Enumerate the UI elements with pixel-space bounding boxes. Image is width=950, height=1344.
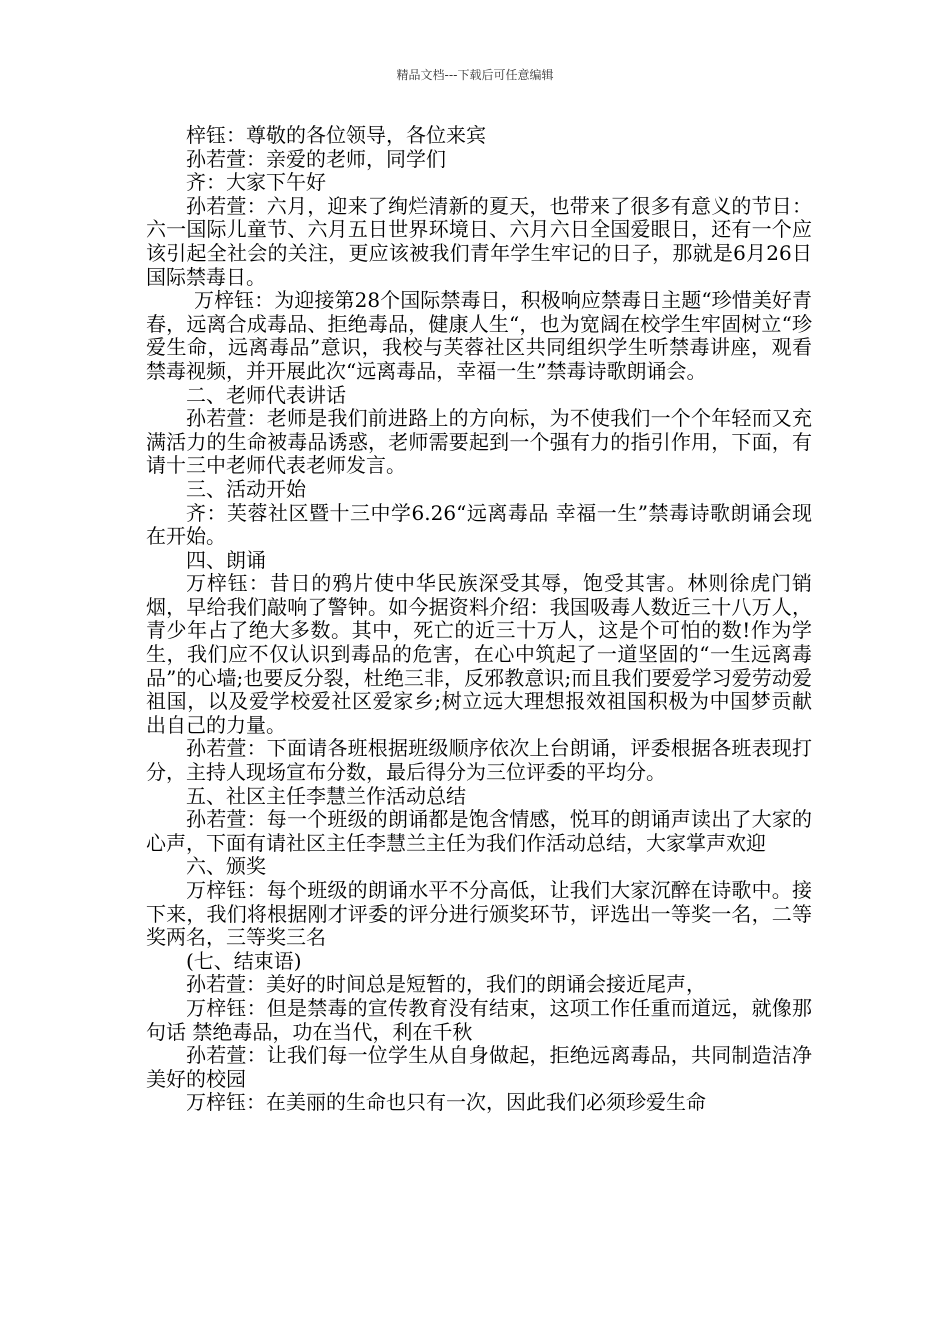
- paragraph-scoring: 孙若萱：下面请各班根据班级顺序依次上台朗诵，评委根据各班表现打分，主持人现场宣布分数，最后得分为三位评委的平均分。: [146, 736, 812, 785]
- paragraph-closing-1: 孙若萱：美好的时间总是短暂的，我们的朗诵会接近尾声，: [186, 972, 706, 997]
- paragraph-awards: 万梓钰：每个班级的朗诵水平不分高低，让我们大家沉醉在诗歌中。接下来，我们将根据刚才评委的评分进行颁奖环节，评选出一等奖一名，二等奖两名，三等奖三名: [146, 878, 812, 950]
- document-body: [146, 124, 812, 1115]
- section-heading-6: 六、颁奖: [186, 854, 266, 879]
- paragraph-recital: 万梓钰：昔日的鸦片使中华民族深受其辱，饱受其害。林则徐虎门销烟，早给我们敲响了警钟。如今据资料介绍：我国吸毒人数近三十八万人，青少年占了绝大多数。其中，死亡的近三十万人，这是个可怕的数!作为学生，我们应不仅认识到毒品的危害，在心中筑起了一道坚固的“一生远离毒品”的心墙;也要反分裂，杜绝三非，反邪教意识;而且我们要爱学习爱劳动爱祖国，以及爱学校爱社区爱家乡;树立远大理想报效祖国积极为中国梦贡献出自己的力量。: [146, 571, 812, 737]
- paragraph-start: 齐：芙蓉社区暨十三中学6.26“远离毒品 幸福一生”禁毒诗歌朗诵会现在开始。: [146, 500, 812, 549]
- paragraph-teacher: 孙若萱：老师是我们前进路上的方向标，为不使我们一个个年轻而又充满活力的生命被毒品诱惑，老师需要起到一个强有力的指引作用，下面，有请十三中老师代表老师发言。: [146, 406, 812, 478]
- line-greeting-3: 齐：大家下午好: [186, 170, 326, 195]
- paragraph-intro: 孙若萱：六月，迎来了绚烂清新的夏天，也带来了很多有意义的节日：六一国际儿童节、六月五日世界环境日、六月六日全国爱眼日，还有一个应该引起全社会的关注，更应该被我们青年学生牢记的日子，那就是6月26日国际禁毒日。: [146, 193, 812, 289]
- section-heading-5: 五、社区主任李慧兰作活动总结: [186, 783, 466, 808]
- section-heading-7: (七、结束语): [186, 948, 302, 973]
- paragraph-theme: 万梓钰：为迎接第28个国际禁毒日，积极响应禁毒日主题“珍惜美好青春，远离合成毒品、拒绝毒品，健康人生“，也为宽阔在校学生牢固树立“珍爱生命，远离毒品”意识，我校与芙蓉社区共同组织学生听禁毒讲座，观看禁毒视频，并开展此次“远离毒品，幸福一生”禁毒诗歌朗诵会。: [146, 288, 812, 383]
- section-heading-4: 四、朗诵: [186, 547, 266, 572]
- paragraph-closing-2: 万梓钰：但是禁毒的宣传教育没有结束，这项工作任重而道远，就像那句话 禁绝毒品，功在当代，利在千秋: [146, 995, 812, 1044]
- section-heading-3: 三、活动开始: [186, 476, 306, 501]
- line-greeting-1: 梓钰：尊敬的各位领导，各位来宾: [186, 123, 486, 147]
- line-greeting-2: 孙若萱：亲爱的老师，同学们: [186, 146, 446, 171]
- section-heading-2: 二、老师代表讲话: [186, 382, 346, 407]
- paragraph-closing-4: 万梓钰：在美丽的生命也只有一次，因此我们必须珍爱生命: [186, 1090, 706, 1115]
- paragraph-summary: 孙若萱：每一个班级的朗诵都是饱含情感，悦耳的朗诵声读出了大家的心声，下面有请社区主任李慧兰主任为我们作活动总结，大家掌声欢迎: [146, 807, 812, 855]
- page-header: 精品文档---下载后可任意编辑: [396, 68, 554, 82]
- paragraph-closing-3: 孙若萱：让我们每一位学生从自身做起，拒绝远离毒品，共同制造洁净美好的校园: [146, 1043, 812, 1091]
